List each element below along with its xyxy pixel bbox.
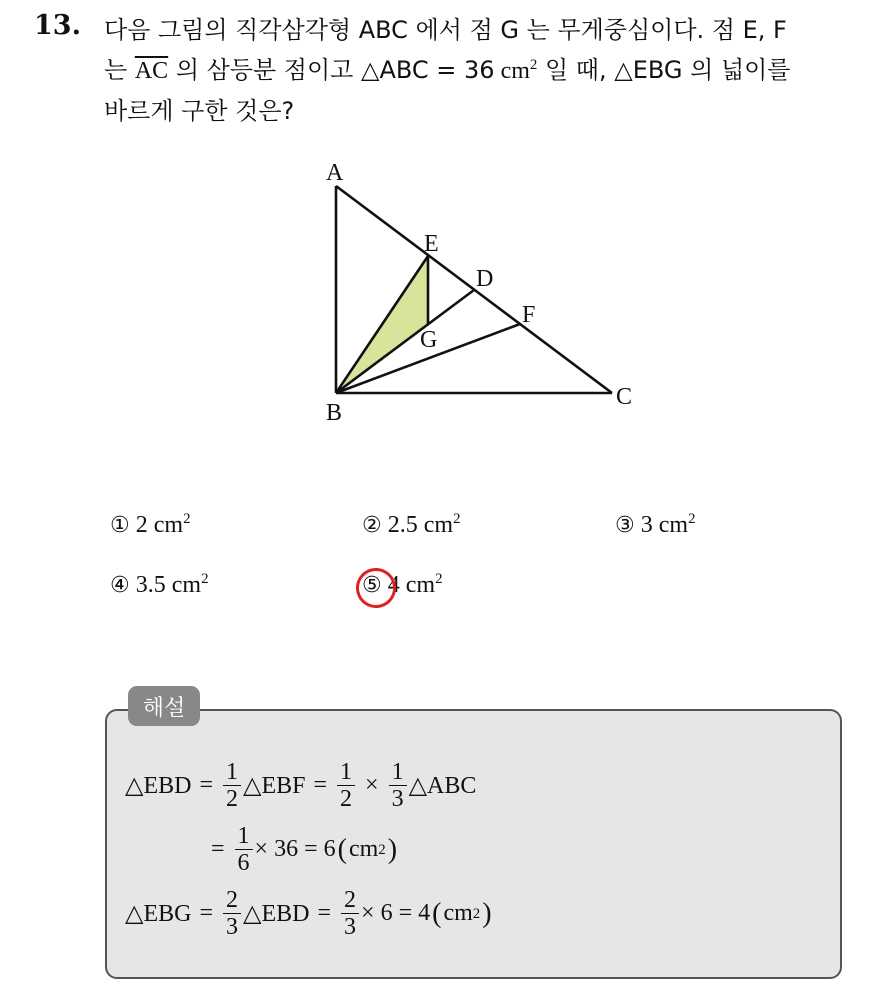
label-b: B <box>326 400 343 426</box>
solution-eq-1: △EBD = $\frac{1}{2}$ △EBF = $\frac{1}{2}$ × $\frac{1}{3}$ △ABC <box>125 759 477 813</box>
answer-choices <box>110 512 810 622</box>
triangle-figure <box>316 158 646 438</box>
solution-tag: 해설 <box>128 686 200 726</box>
question-text <box>104 10 874 131</box>
label-g: G <box>420 327 438 353</box>
question-unit: $cm^2$ <box>500 57 538 84</box>
question-line-2-b: 의 삼등분 점이고 △ABC = 36 <box>175 56 495 84</box>
segment-ac: $\overline{AC}$ <box>134 58 169 84</box>
label-a: A <box>326 160 344 186</box>
label-c: C <box>616 384 633 410</box>
choice-1[interactable]: ① 2 $cm^2$ <box>110 511 191 538</box>
question-line-2-a: 는 <box>104 56 128 84</box>
choice-5[interactable]: ⑤ 4 $cm^2$ <box>362 572 443 599</box>
solution-eq-2: = $\frac{1}{6}$ × 36 = 6 ( cm 2 ) <box>211 823 398 877</box>
question-line-1: 다음 그림의 직각삼각형 ABC 에서 점 G 는 무게중심이다. 점 E, F <box>104 16 787 44</box>
question-line-3: 바르게 구한 것은? <box>104 97 295 125</box>
problem-number: 13. <box>34 10 81 41</box>
label-d: D <box>476 266 494 292</box>
solution-box <box>105 709 842 979</box>
choice-3[interactable]: ③ 3 $cm^2$ <box>615 511 696 538</box>
choice-4[interactable]: ④ 3.5 $cm^2$ <box>110 571 209 598</box>
choice-2[interactable]: ② 2.5 $cm^2$ <box>362 511 461 538</box>
solution-eq-3: △EBG = $\frac{2}{3}$ △EBD = $\frac{2}{3}$ × 6 = 4 ( cm 2 ) <box>125 887 492 941</box>
question-line-2-c: 일 때, △EBG 의 넓이를 <box>544 56 791 84</box>
label-f: F <box>522 302 536 328</box>
question-line-2 <box>104 50 874 91</box>
label-e: E <box>424 231 439 257</box>
